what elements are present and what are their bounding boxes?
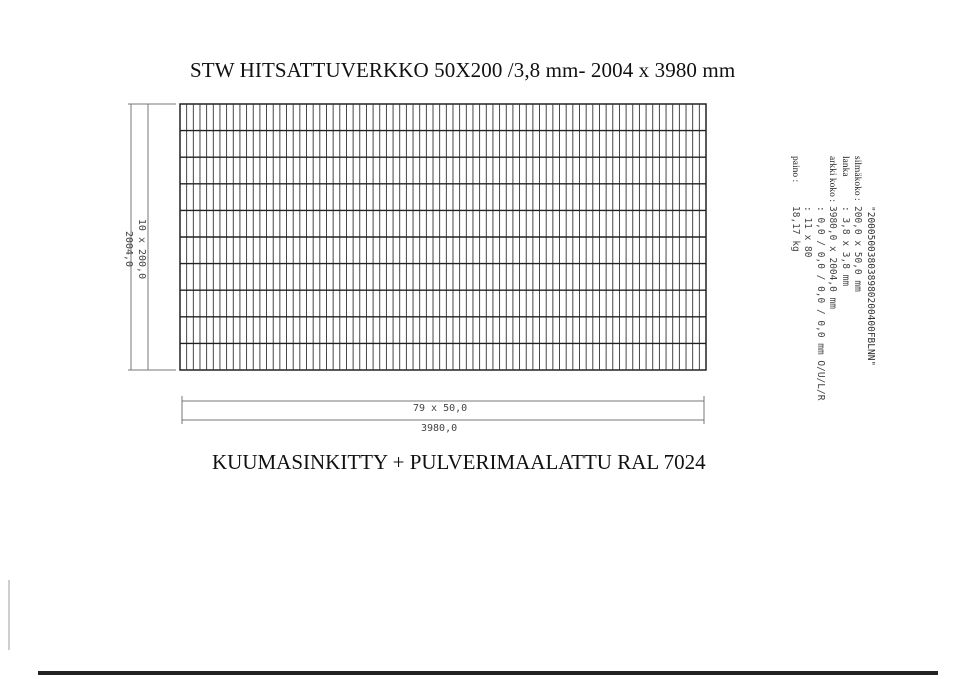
finish-description: KUUMASINKITTY + PULVERIMAALATTU RAL 7024 (212, 450, 706, 474)
spec-value: : 0,0 / 0,0 / 0,0 / 0,0 mm O/U/L/R (815, 206, 826, 401)
horizontal-total-label: 3980,0 (421, 423, 458, 434)
spec-row (789, 156, 802, 416)
spec-label: lanka (840, 156, 850, 177)
spec-label: arkki koko : (827, 156, 838, 202)
spec-row (851, 156, 864, 416)
spec-code: "200050038038980200400FBLNN" (865, 206, 876, 367)
spec-value: 18,17 kg (790, 206, 801, 252)
spec-value: 200,0 x 50,0 mm (852, 206, 864, 292)
drawing-title: STW HITSATTUVERKKO 50X200 /3,8 mm- 2004 x 3980 mm (190, 58, 736, 82)
vertical-spacing-label: 10 x 200,0 (136, 218, 147, 280)
spec-label: silmäkoko : (852, 156, 863, 201)
spec-row (826, 156, 839, 416)
spec-value: : 11 x 80 (802, 206, 814, 258)
horizontal-spacing-label: 79 x 50,0 (413, 403, 468, 414)
spec-row (814, 156, 827, 416)
spec-block (784, 156, 876, 416)
bottom-rule (38, 671, 938, 675)
spec-value: 3980,0 x 2004,0 mm (827, 206, 839, 309)
spec-row (839, 156, 852, 416)
spec-label (801, 156, 814, 206)
spec-value: : 3,8 x 3,8 mm (840, 206, 851, 287)
mesh-grid (180, 104, 706, 370)
spec-label (814, 156, 827, 206)
vertical-dimension-labels (114, 204, 148, 294)
spec-row (801, 156, 814, 416)
spec-label: paino : (790, 156, 800, 183)
vertical-total-label: 2004,0 (123, 230, 134, 268)
